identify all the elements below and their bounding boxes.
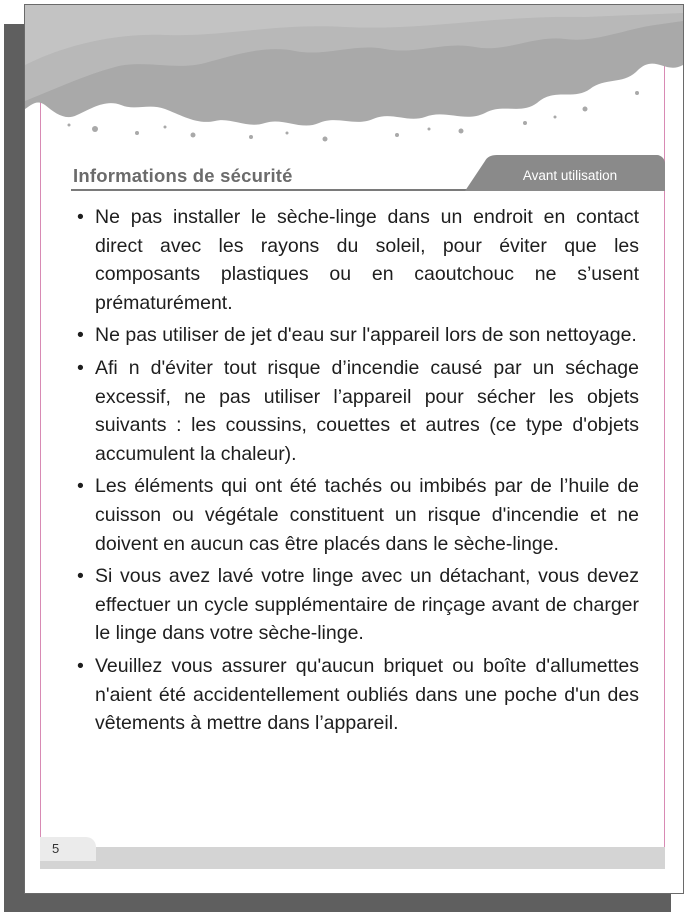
title-underline	[71, 189, 529, 191]
bullet-text: Si vous avez lavé votre linge avec un détachant, vous devez effectuer un cycle supplémentaire de rinçage avant de charger le linge dans votre sèche-linge.	[95, 565, 639, 645]
list-item	[73, 472, 639, 558]
list-item	[73, 652, 639, 738]
section-tab-label: Avant utilisation	[522, 168, 618, 183]
footer-bar	[40, 847, 665, 869]
list-item	[73, 321, 639, 350]
section-title: Informations de sécurité	[73, 165, 293, 186]
bullet-icon: •	[77, 206, 84, 228]
bullet-text: Veuillez vous assurer qu'aucun briquet ou boîte d'allumettes n'aient été accidentellement oubliés dans une poche d'un des vêtements à mettre dans l’appareil.	[95, 654, 639, 735]
manual-page	[24, 4, 684, 894]
bullet-icon: •	[77, 565, 84, 588]
bullet-icon: •	[77, 324, 84, 347]
bullet-text: Afi n d'éviter tout risque d’incendie causé par un séchage excessif, ne pas utiliser l’appareil pour sécher les objets suivants : les coussins, couettes et autres (ce type d'objets accumulent la chaleur).	[95, 356, 639, 465]
safety-bullet-list	[73, 203, 639, 742]
bullet-text: Ne pas installer le sèche-linge dans un endroit en contact direct avec les rayons du soleil, pour éviter que les composants plastiques ou en caoutchouc ne s’usent prématurément.	[95, 206, 639, 314]
bullet-icon: •	[77, 356, 84, 379]
bullet-text: Ne pas utiliser de jet d'eau sur l'appareil lors de son nettoyage.	[95, 324, 637, 347]
list-item	[73, 203, 639, 317]
list-item	[73, 354, 639, 468]
page-number-tab	[40, 837, 96, 861]
page-number: 5	[52, 841, 60, 856]
list-item	[73, 562, 639, 648]
bullet-icon: •	[77, 654, 84, 677]
bullet-text: Les éléments qui ont été tachés ou imbibés par de l’huile de cuisson ou végétale constituent un risque d'incendie et ne doivent en aucun cas être placés dans le sèche-linge.	[95, 475, 639, 555]
header-splash-graphic	[25, 5, 683, 155]
bullet-icon: •	[77, 475, 84, 498]
